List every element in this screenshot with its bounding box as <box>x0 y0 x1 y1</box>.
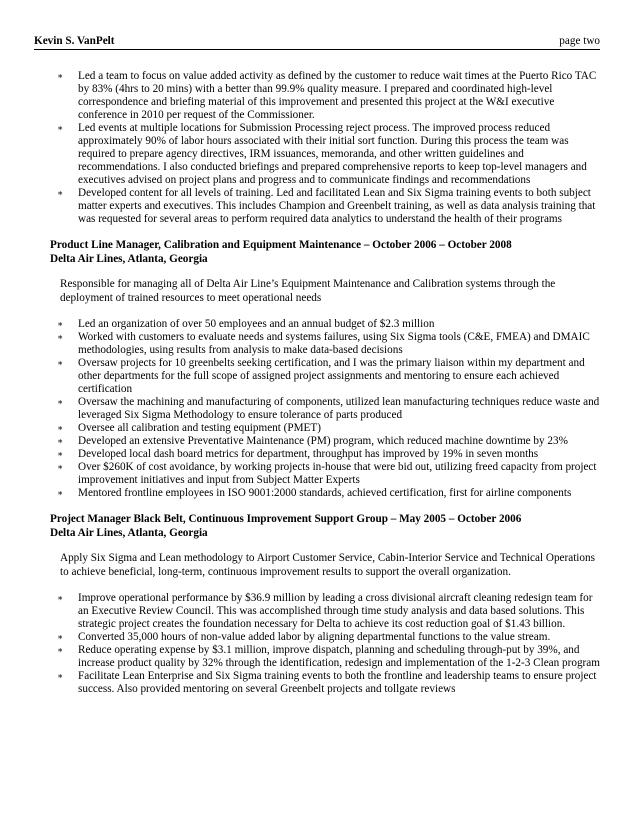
list-item: ∗ Facilitate Lean Enterprise and Six Sigma training events to both the frontline and leadership teams to ensure project success. Also provided mentoring on several Greenbelt projects and tollgate reviews <box>57 670 597 695</box>
list-item: ∗ Led events at multiple locations for Submission Processing reject process. The improved process reduced approximately 90% of labor hours associated with their initial sort function. During this process the team was required to prepare agency directives, IRM issuances, memoranda, and other written guidelines and recommendations. I also conducted briefings and prepared comprehensive reports to keep top-level managers and executives advised on project plans and progress and to communicate findings and recommendations <box>57 122 587 186</box>
bullet-icon: ∗ <box>57 358 64 368</box>
list-item: ∗ Mentored frontline employees in ISO 9001:2000 standards, achieved certification, first for airline components <box>57 487 572 499</box>
list-item: ∗ Led an organization of over 50 employees and an annual budget of $2.3 million <box>57 318 435 330</box>
list-item: ∗ Converted 35,000 hours of non-value added labor by aligning departmental functions to the value stream. <box>57 631 551 643</box>
bullet-icon: ∗ <box>57 423 64 433</box>
list-item: ∗ Led a team to focus on value added activity as defined by the customer to reduce wait times at the Puerto Rico TAC by 83% (4hrs to 20 mins) with a better than 99.9% quality measure. I prepared and coordinated high-level correspondence and briefing material of this improvement and presented this project at the W&I executive conference in 2010 per request of the Commissioner. <box>57 70 597 121</box>
list-item: ∗ Developed local dash board metrics for department, throughput has improved by 19% in seven months <box>57 448 539 460</box>
bullet-icon: ∗ <box>57 449 64 459</box>
list-item: ∗ Oversaw projects for 10 greenbelts seeking certification, and I was the primary liaison within my department and other departments for the full scope of assigned project assignments and mentoring to ensure each achieved certification <box>57 357 585 395</box>
bullet-icon: ∗ <box>57 462 64 472</box>
job-bullet-list <box>50 592 600 696</box>
job-company: Delta Air Lines, Atlanta, Georgia <box>50 253 208 265</box>
intro-bullet-list <box>50 70 600 226</box>
list-item: ∗ Developed content for all levels of training. Led and facilitated Lean and Six Sigma training events to both subject matter experts and executives. This includes Champion and Greenbelt training, as well as data analysis training that was requested for several areas to perform required data analytics to understand the health of their programs <box>57 187 596 225</box>
job-summary: Responsible for managing all of Delta Air Line’s Equipment Maintenance and Calibration systems through the deployment of trained resources to meet operational needs <box>60 278 556 304</box>
resume-content <box>50 70 600 696</box>
bullet-icon: ∗ <box>57 632 64 642</box>
job-heading <box>50 238 600 266</box>
list-item: ∗ Improve operational performance by $36.9 million by leading a cross divisional aircraft cleaning redesign team for an Executive Review Council. This was accomplished through time study analysis and data based solutions. This strategic project creates the foundation necessary for Delta to achieve its cost reduction goal of $1.43 billion. <box>57 592 593 630</box>
list-item: ∗ Reduce operating expense by $3.1 million, improve dispatch, planning and scheduling through-put by 39%, and increase product quality by 32% through the identification, redesign and implementation of the 1-2-3 Clean program <box>57 644 600 669</box>
bullet-icon: ∗ <box>57 71 64 81</box>
job-heading <box>50 512 600 540</box>
list-item: ∗ Worked with customers to evaluate needs and systems failures, using Six Sigma tools (C&E, FMEA) and DMAIC methodologies, using results from analysis to make data-based decisions <box>57 331 590 356</box>
bullet-icon: ∗ <box>57 123 64 133</box>
job-title: Product Line Manager, Calibration and Equipment Maintenance – October 2006 – October 2008 <box>50 239 512 251</box>
job-title: Project Manager Black Belt, Continuous Improvement Support Group – May 2005 – October 2006 <box>50 513 522 525</box>
bullet-icon: ∗ <box>57 332 64 342</box>
list-item: ∗ Developed an extensive Preventative Maintenance (PM) program, which reduced machine downtime by 23% <box>57 435 568 447</box>
bullet-icon: ∗ <box>57 645 64 655</box>
list-item: ∗ Over $260K of cost avoidance, by working projects in-house that were bid out, utilizing freed capacity from project improvement initiatives and input from Subject Matter Experts <box>57 461 597 486</box>
job-summary: Apply Six Sigma and Lean methodology to Airport Customer Service, Cabin-Interior Service and Technical Operations to achieve beneficial, long-term, continuous improvement results to support the overall organization. <box>60 552 595 578</box>
bullet-icon: ∗ <box>57 188 64 198</box>
job-company: Delta Air Lines, Atlanta, Georgia <box>50 527 208 539</box>
bullet-icon: ∗ <box>57 319 64 329</box>
list-item: ∗ Oversee all calibration and testing equipment (PMET) <box>57 422 321 434</box>
list-item: ∗ Oversaw the machining and manufacturing of components, utilized lean manufacturing techniques reduce waste and leveraged Six Sigma Methodology to ensure tolerance of parts produced <box>57 396 600 421</box>
bullet-icon: ∗ <box>57 593 64 603</box>
page-header <box>34 34 600 50</box>
bullet-icon: ∗ <box>57 488 64 498</box>
page-label: page two <box>559 35 600 47</box>
job-bullet-list <box>50 318 600 500</box>
bullet-icon: ∗ <box>57 397 64 407</box>
bullet-icon: ∗ <box>57 671 64 681</box>
bullet-icon: ∗ <box>57 436 64 446</box>
candidate-name: Kevin S. VanPelt <box>34 35 115 47</box>
